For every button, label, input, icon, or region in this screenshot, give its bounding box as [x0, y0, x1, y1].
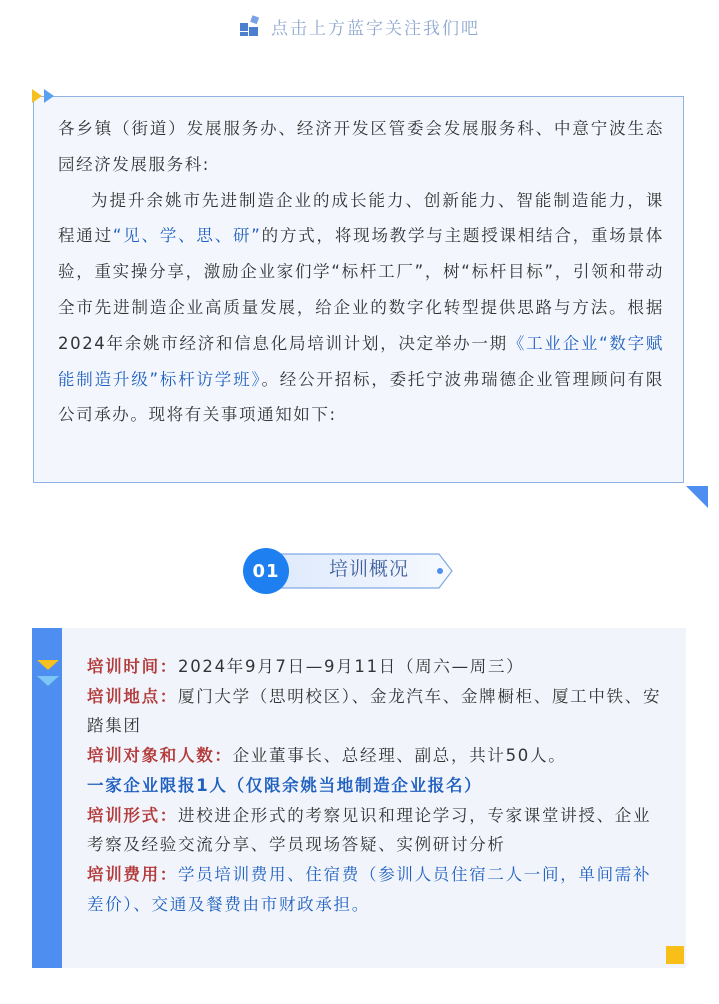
brand-logo-icon [239, 15, 261, 37]
intro-paragraph [58, 183, 664, 434]
corner-square [666, 946, 684, 964]
training-form [87, 801, 667, 860]
form-value: 进校进企形式的考察见识和理论学习，专家课堂讲授、企业考察及经验交流分享、学员现场答疑、实例研讨分析 [87, 805, 652, 855]
training-place [87, 682, 667, 741]
time-value: 2024年9月7日—9月11日（周六—周三） [178, 657, 525, 676]
double-arrow-icon [32, 87, 58, 105]
target-value: 企业董事长、总经理、副总，共计50人。 [232, 746, 567, 766]
intro-text-a: 为提升余姚市先进制造企业的成长能力、创新能力、智能制造能力，课程通过 [58, 190, 664, 246]
training-overview [32, 628, 686, 968]
section-header [243, 546, 458, 600]
training-time [87, 652, 667, 682]
method-highlight: “见、学、思、研” [112, 226, 262, 246]
place-label: 培训地点： [87, 686, 178, 706]
place-value: 厦门大学（思明校区）、金龙汽车、金牌橱柜、厦工中铁、安踏集团 [87, 686, 662, 736]
intro-text-b: 的方式，将现场教学与主题授课相结合，重场景体验，重实操分享，激励企业家们学“标杆工厂”，树“标杆目标”，引领和带动全市先进制造企业高质量发展，给企业的数字化转型提供思路与方法。根据2024年余姚市经济和信息化局培训计划，决定举办一期 [58, 226, 664, 353]
fee-value: 学员培训费用、住宿费（参训人员住宿二人一间，单间需补差价）、交通及餐费由市财政承担。 [87, 864, 652, 914]
target-note-text: 一家企业限报1人（仅限余姚当地制造企业报名） [87, 775, 483, 795]
details-list [87, 652, 667, 919]
course-name: 《工业企业“数字赋能制造升级”标杆访学班》 [58, 333, 665, 389]
intro-box [33, 96, 684, 483]
chevron-down-icon [37, 660, 59, 688]
follow-banner[interactable] [0, 0, 719, 52]
target-note [87, 771, 667, 801]
target-label: 培训对象和人数： [87, 746, 233, 766]
intro-text-c: 。经公开招标，委托宁波弗瑞德企业管理顾问有限公司承办。现将有关事项通知如下: [58, 369, 665, 425]
section-title: 培训概况 [329, 558, 410, 580]
section-number: 01 [243, 548, 289, 594]
corner-triangle-icon [686, 486, 708, 508]
follow-text: 点击上方蓝字关注我们吧 [271, 18, 480, 39]
training-target [87, 741, 667, 771]
fee-label: 培训费用： [87, 864, 178, 884]
time-label: 培训时间： [87, 657, 178, 676]
intro-text [58, 111, 664, 433]
form-label: 培训形式： [87, 805, 178, 825]
training-fee [87, 860, 667, 919]
recipient-line: 各乡镇（街道）发展服务办、经济开发区管委会发展服务科、中意宁波生态园经济发展服务科: [58, 119, 664, 174]
